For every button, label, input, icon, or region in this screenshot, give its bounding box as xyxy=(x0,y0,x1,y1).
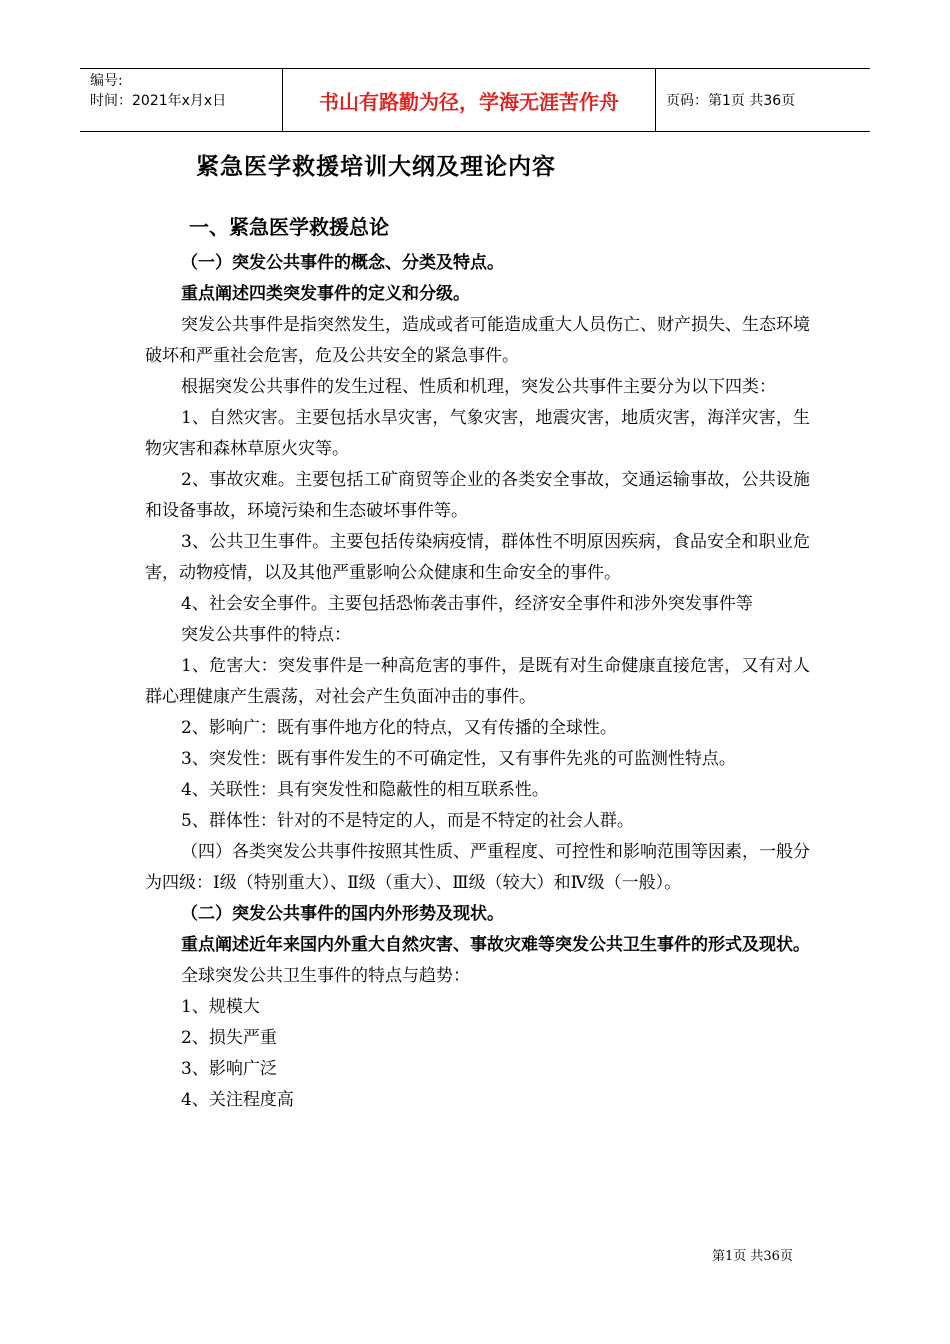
paragraph: 根据突发公共事件的发生过程、性质和机理，突发公共事件主要分为以下四类： xyxy=(181,377,776,397)
section-heading: 一、紧急医学救援总论 xyxy=(189,215,389,239)
key-point: 重点阐述近年来国内外重大自然灾害、事故灾难等突发公共卫生事件的形式及现状。 xyxy=(181,935,810,955)
paragraph: 全球突发公共卫生事件的特点与趋势： xyxy=(181,966,470,986)
paragraph: 突发公共事件是指突然发生，造成或者可能造成重大人员伤亡、财产损失、生态环境破坏和严重社会危害，危及公共安全的紧急事件。 xyxy=(145,315,810,366)
feature-item: 4、关联性：具有突发性和隐蔽性的相互联系性。 xyxy=(181,780,549,800)
category-item: 3、公共卫生事件。主要包括传染病疫情，群体性不明原因疾病，食品安全和职业危害，动物疫情，以及其他严重影响公众健康和生命安全的事件。 xyxy=(145,532,810,583)
header-meta xyxy=(80,69,283,131)
header-motto: 书山有路勤为径，学海无涯苦作舟 xyxy=(283,69,656,131)
feature-item: 2、影响广：既有事件地方化的特点，又有传播的全球性。 xyxy=(181,718,617,738)
paragraph: 突发公共事件的特点： xyxy=(181,625,351,645)
subsection-heading: （二）突发公共事件的国内外形势及现状。 xyxy=(181,904,504,924)
trend-item: 4、关注程度高 xyxy=(181,1090,294,1110)
feature-item: 3、突发性：既有事件发生的不可确定性，又有事件先兆的可监测性特点。 xyxy=(181,749,736,769)
document-title: 紧急医学救援培训大纲及理论内容 xyxy=(196,154,556,180)
category-item: 4、社会安全事件。主要包括恐怖袭击事件，经济安全事件和涉外突发事件等 xyxy=(181,594,753,614)
subsection-heading: （一）突发公共事件的概念、分类及特点。 xyxy=(181,253,504,273)
key-point: 重点阐述四类突发事件的定义和分级。 xyxy=(181,284,470,304)
trend-item: 3、影响广泛 xyxy=(181,1059,277,1079)
trend-item: 2、损失严重 xyxy=(181,1028,277,1048)
feature-item: 1、危害大：突发事件是一种高危害的事件，是既有对生命健康直接危害，又有对人群心理健康产生震荡，对社会产生负面冲击的事件。 xyxy=(145,656,810,707)
category-item: 2、事故灾难。主要包括工矿商贸等企业的各类安全事故，交通运输事故，公共设施和设备事故，环境污染和生态破坏事件等。 xyxy=(145,470,810,521)
page-header xyxy=(80,68,870,132)
category-item: 1、自然灾害。主要包括水旱灾害，气象灾害，地震灾害，地质灾害，海洋灾害，生物灾害和森林草原火灾等。 xyxy=(145,408,810,459)
document-body xyxy=(145,210,810,1116)
page-footer: 第1页 共36页 xyxy=(712,1249,793,1264)
feature-item: 5、群体性：针对的不是特定的人，而是不特定的社会人群。 xyxy=(181,811,634,831)
time-label: 时间：2021年x月x日 xyxy=(90,93,227,109)
trend-item: 1、规模大 xyxy=(181,997,260,1017)
paragraph: （四）各类突发公共事件按照其性质、严重程度、可控性和影响范围等因素，一般分为四级：Ⅰ级（特别重大）、Ⅱ级（重大）、Ⅲ级（较大）和Ⅳ级（一般）。 xyxy=(145,842,810,893)
header-page-info: 页码：第1页 共36页 xyxy=(666,93,796,109)
number-label: 编号: xyxy=(90,73,123,89)
